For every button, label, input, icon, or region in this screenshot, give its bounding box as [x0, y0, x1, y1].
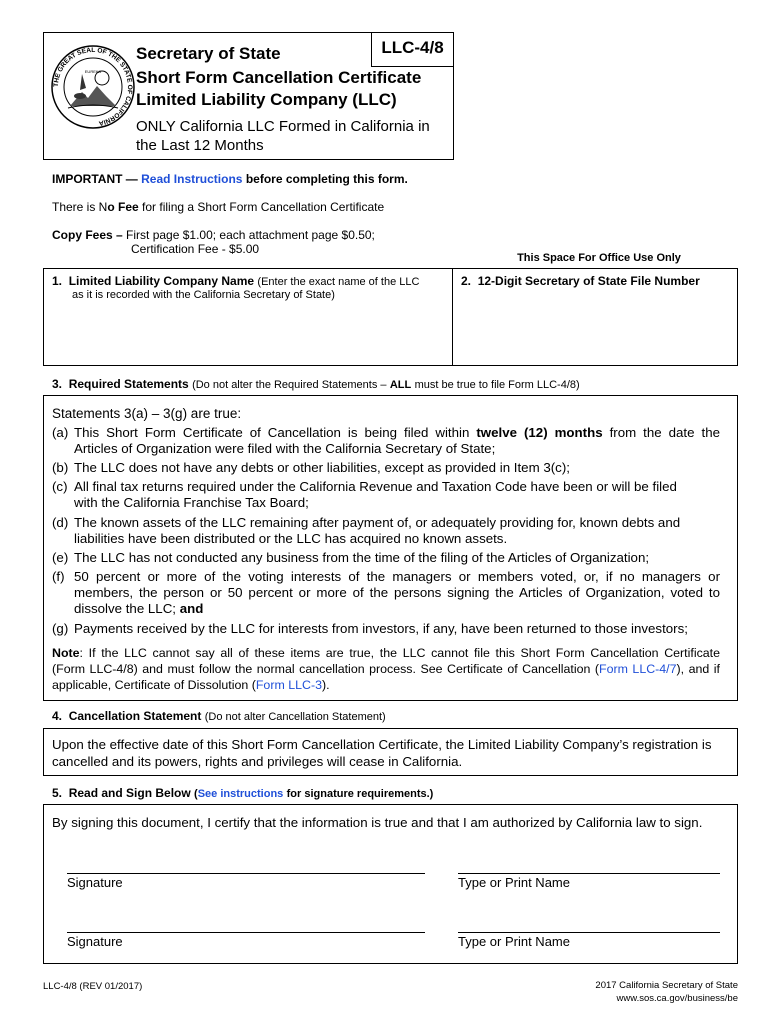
read-instructions-link[interactable]: Read Instructions — [141, 172, 243, 186]
svg-text:EUREKA: EUREKA — [84, 69, 102, 74]
form-revision: LLC-4/8 (REV 01/2017) — [43, 981, 143, 992]
signature-line-2[interactable] — [67, 932, 425, 933]
important-notice: IMPORTANT — Read Instructions before completing this form. — [52, 172, 408, 186]
footer-copyright: 2017 California Secretary of State — [595, 980, 738, 991]
form-number: LLC-4/8 — [381, 38, 444, 57]
cancellation-statement-heading: 4. Cancellation Statement (Do not alter Cancellation Statement) — [52, 709, 386, 723]
state-seal — [50, 44, 136, 130]
office-use-label: This Space For Office Use Only — [517, 252, 681, 264]
read-and-sign-heading: 5. Read and Sign Below (See instructions for signature requirements.) — [52, 786, 434, 800]
signature-label-2: Signature — [67, 934, 123, 949]
statement-b: (b) The LLC does not have any debts or other liabilities, except as provided in Item 3(c); — [52, 460, 570, 475]
agency-name: Secretary of State — [136, 44, 281, 63]
cancellation-statement-text: Upon the effective date of this Short Form Cancellation Certificate, the Limited Liability Company’s registration is cancelled and its powers, rights and privileges will cease in California. — [52, 737, 712, 769]
form-subtitle: ONLY California LLC Formed in California in the Last 12 Months — [136, 118, 430, 154]
copy-fees: Copy Fees – First page $1.00; each attachment page $0.50; — [52, 228, 375, 242]
required-statements-heading: 3. Required Statements (Do not alter the Required Statements – ALL must be true to file Form LLC-4/8) — [52, 377, 580, 391]
statement-a: (a) This Short Form Certificate of Cancellation is being filed within twelve (12) months from the date the Articles of Organization were filed with the California Secretary of State; — [52, 425, 720, 456]
name-line-1[interactable] — [458, 873, 720, 874]
llc-name-field[interactable] — [56, 305, 441, 360]
form-title-line1: Short Form Cancellation Certificate — [136, 68, 422, 87]
name-line-2[interactable] — [458, 932, 720, 933]
certification-text: By signing this document, I certify that the information is true and that I am authorized by California law to sign. — [52, 815, 703, 830]
svg-text:THE GREAT SEAL OF THE STATE OF: THE GREAT SEAL OF THE STATE OF CALIFORNIA — [52, 46, 134, 127]
statement-f: (f) 50 percent or more of the voting interests of the managers or members voted, or, if no managers or members, the person or 50 percent or more of the persons signing the Articles of Organization, voted to dissolve the LLC; and — [52, 569, 720, 616]
file-number-field[interactable] — [461, 295, 729, 360]
name-label-2: Type or Print Name — [458, 934, 570, 949]
file-number-label: 2. 12-Digit Secretary of State File Number — [461, 274, 700, 288]
signature-line-1[interactable] — [67, 873, 425, 874]
footer-url[interactable]: www.sos.ca.gov/business/be — [616, 993, 738, 1004]
see-instructions-link[interactable]: See instructions — [197, 788, 284, 800]
name-label-1: Type or Print Name — [458, 875, 570, 890]
llc-name-label: 1. Limited Liability Company Name (Enter the exact name of the LLC — [52, 274, 420, 288]
form-llc-3-link[interactable]: Form LLC-3 — [255, 678, 322, 692]
form-title-line2: Limited Liability Company (LLC) — [136, 90, 397, 109]
statement-d: (d) The known assets of the LLC remaining after payment of, or adequately providing for, known debts and liabilities have been distributed or the LLC has acquired no known assets. — [52, 515, 681, 546]
statement-e: (e) The LLC has not conducted any business from the time of the filing of the Articles of Organization; — [52, 550, 650, 565]
statement-g: (g) Payments received by the LLC for interests from investors, if any, have been returned to those investors; — [52, 621, 688, 636]
statements-note: Note: If the LLC cannot say all of these items are true, the LLC cannot file this Short Form Cancellation Certificate (Form LLC-4/8) and must follow the normal cancellation process. See Certificate of Cancellation (Form LLC-4/7), and if applicable, Certificate of Dissolution (Form LLC-3). — [52, 646, 720, 692]
llc-name-hint: as it is recorded with the California Secretary of State) — [72, 289, 335, 301]
statement-c: (c) All final tax returns required under the California Revenue and Taxation Code have been or will be filed with the California Franchise Tax Board; — [52, 479, 677, 510]
form-llc-4-7-link[interactable]: Form LLC-4/7 — [599, 662, 677, 676]
signature-label-1: Signature — [67, 875, 123, 890]
fee-notice: There is No Fee for filing a Short Form Cancellation Certificate — [52, 200, 385, 214]
certification-fee: Certification Fee - $5.00 — [131, 242, 260, 256]
statements-intro: Statements 3(a) – 3(g) are true: — [52, 406, 242, 421]
items-divider — [452, 268, 453, 366]
